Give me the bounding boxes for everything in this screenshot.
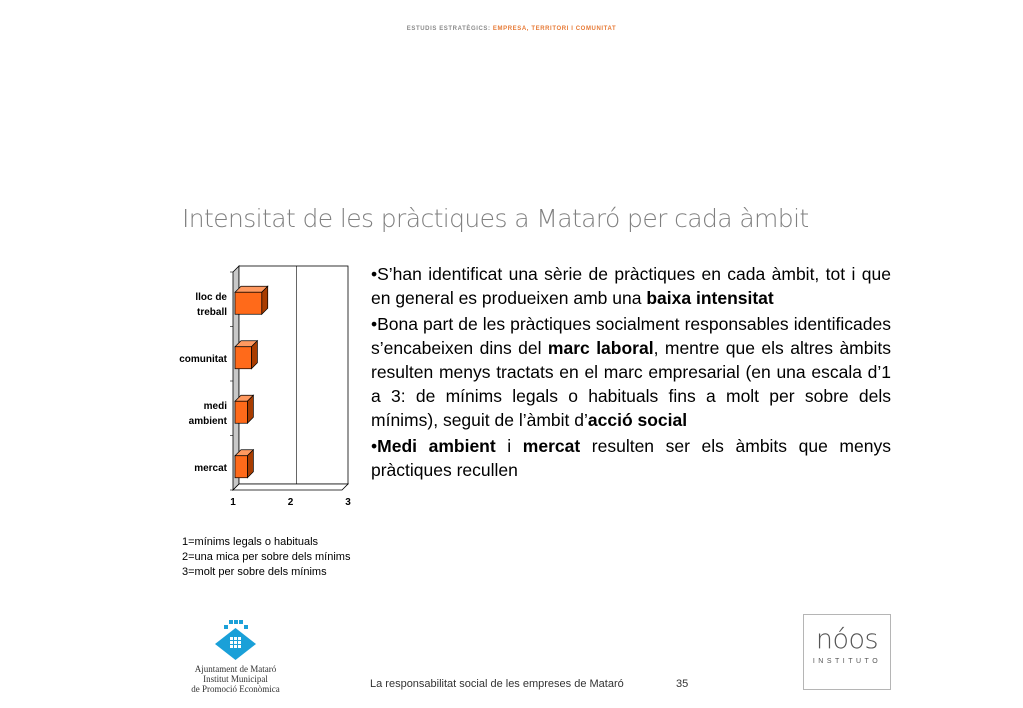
x-tick-label: 3 — [345, 497, 351, 508]
chart-floor — [233, 484, 348, 490]
category-label: comunitat — [179, 353, 227, 365]
bullet-3-text: resulten ser els àmbits que menys pràctiques recullen — [371, 436, 891, 480]
header-prefix: ESTUDIS ESTRATÈGICS: — [406, 26, 491, 32]
document-header — [0, 26, 1023, 32]
scale-legend — [182, 535, 350, 580]
ajuntament-text — [178, 664, 293, 694]
bullet-2-text-mid: , mentre que els altres àmbits resulten menys tractats en el marc empresarial (en una escala d’1 a 3: de mínims legals o habituals fins a molt per sobre dels mínims), seguit de l’àmbit d’ — [371, 338, 891, 430]
noos-subtitle: INSTITUTO — [812, 658, 882, 665]
bullet-2-bold-2: acció social — [587, 410, 688, 430]
legend-item: 2=una mica per sobre dels mínims — [182, 551, 351, 563]
ajuntament-emblem-icon — [178, 620, 293, 664]
category-label: mercat — [194, 462, 227, 474]
header-accent: EMPRESA, TERRITORI I COMUNITAT — [492, 26, 617, 32]
bar — [235, 456, 247, 478]
bullet-3-marker: • — [371, 436, 378, 456]
bullet-3-bold-1: Medi ambient — [377, 436, 496, 456]
page-number: 35 — [676, 678, 689, 690]
category-label: lloc de — [195, 291, 227, 303]
ajuntament-line-1: Ajuntament de Mataró — [194, 664, 277, 674]
bullet-3-text-mid: i — [495, 436, 523, 456]
noos-logo — [803, 614, 891, 690]
bullet-3 — [371, 434, 891, 482]
bullet-2 — [371, 312, 891, 432]
category-label: treball — [196, 306, 227, 318]
legend-item: 1=mínims legals o habituals — [182, 536, 319, 548]
bullet-2-text: •Bona part de les pràctiques socialment responsables identificades s’encabeixen dins del — [371, 314, 891, 358]
bullet-3-bold-2: mercat — [522, 436, 581, 456]
ajuntament-logo — [178, 620, 293, 700]
bar — [235, 292, 262, 314]
footer-text: La responsabilitat social de les empreses de Mataró — [370, 678, 624, 690]
bullet-1-text: •S’han identificat una sèrie de pràctiques en cada àmbit, tot i que en general es produeixen amb una — [371, 264, 891, 308]
ajuntament-line-2: Institut Municipal — [203, 674, 268, 684]
category-label: medi — [203, 400, 227, 412]
bar — [235, 401, 247, 423]
legend-item: 3=molt per sobre dels mínims — [182, 566, 327, 578]
bullet-1 — [371, 262, 891, 310]
bullet-2-bold-1: marc laboral — [547, 338, 654, 358]
bar — [235, 347, 251, 369]
x-tick-label: 2 — [287, 497, 294, 508]
bar-chart — [160, 258, 360, 513]
bullet-1-bold: baixa intensitat — [646, 288, 774, 308]
category-label: ambient — [188, 415, 227, 427]
ajuntament-line-3: de Promoció Econòmica — [191, 684, 280, 694]
noos-name: nóos — [815, 624, 879, 655]
bullet-list — [371, 262, 891, 484]
x-tick-label: 1 — [230, 497, 236, 508]
slide-title: Intensitat de les pràctiques a Mataró per cada àmbit — [182, 204, 809, 233]
